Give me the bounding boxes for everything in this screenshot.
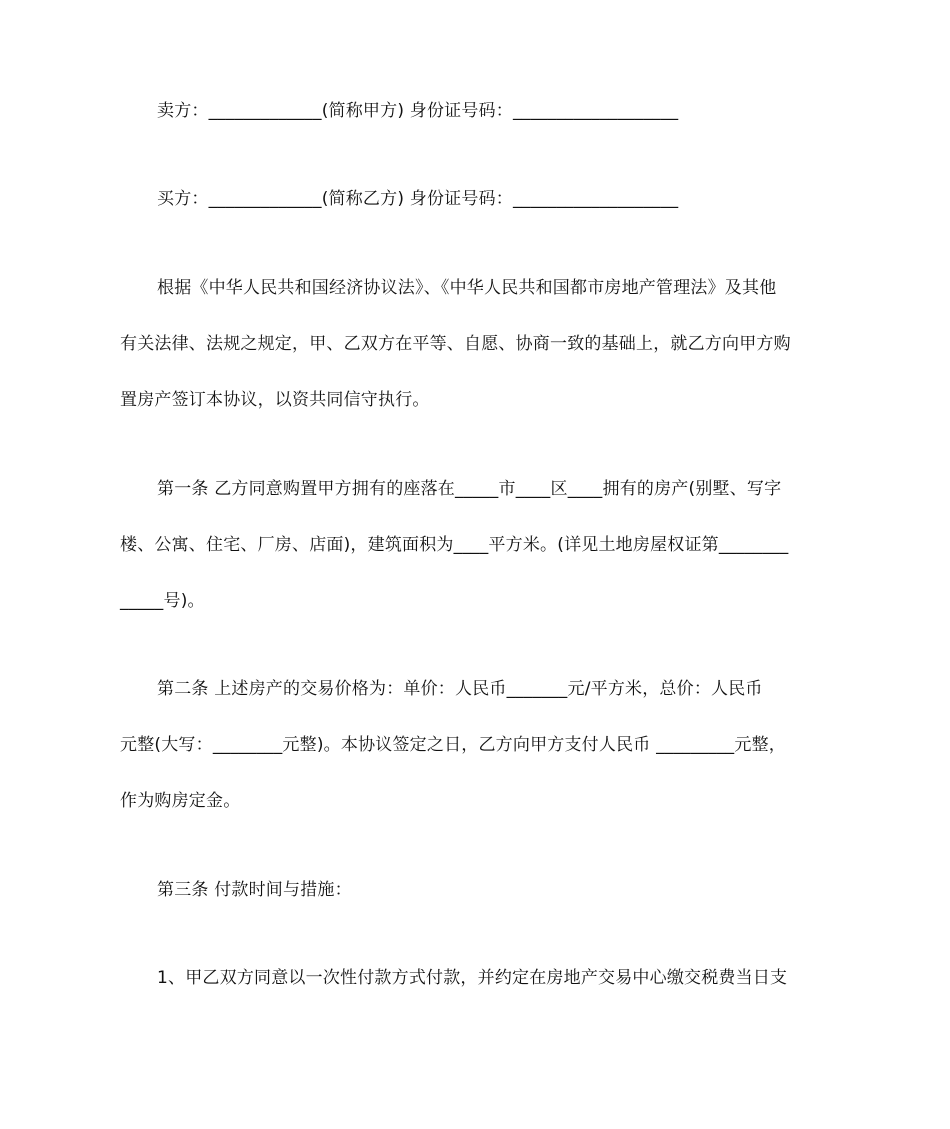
article1-line-2: 楼、公寓、住宅、厂房、店面)，建筑面积为____平方米。(详见土地房屋权证第________ [120, 535, 789, 555]
article3-title: 第三条 付款时间与措施： [157, 880, 352, 900]
article1-line-1: 第一条 乙方同意购置甲方拥有的座落在_____市____区____拥有的房产(别墅、写字 [157, 479, 782, 499]
article2-line-3: 作为购房定金。 [120, 791, 241, 811]
article2-line-1: 第二条 上述房产的交易价格为：单价：人民币_______元/平方米，总价：人民币 [157, 679, 763, 699]
article1-line-3: _____号)。 [120, 591, 205, 611]
article3-item1: 1、甲乙双方同意以一次性付款方式付款，并约定在房地产交易中心缴交税费当日支 [157, 968, 788, 988]
preamble-line-2: 有关法律、法规之规定，甲、乙双方在平等、自愿、协商一致的基础上，就乙方向甲方购 [120, 334, 791, 354]
preamble-line-1: 根据《中华人民共和国经济协议法》、《中华人民共和国都市房地产管理法》及其他 [157, 278, 777, 298]
seller-line: 卖方：_____________(简称甲方) 身份证号码：___________________ [157, 101, 679, 121]
article2-line-2: 元整(大写：________元整)。本协议签定之日，乙方向甲方支付人民币 _________元整， [120, 735, 786, 755]
preamble-line-3: 置房产签订本协议，以资共同信守执行。 [120, 390, 430, 410]
buyer-line: 买方：_____________(简称乙方) 身份证号码：___________________ [157, 189, 679, 209]
